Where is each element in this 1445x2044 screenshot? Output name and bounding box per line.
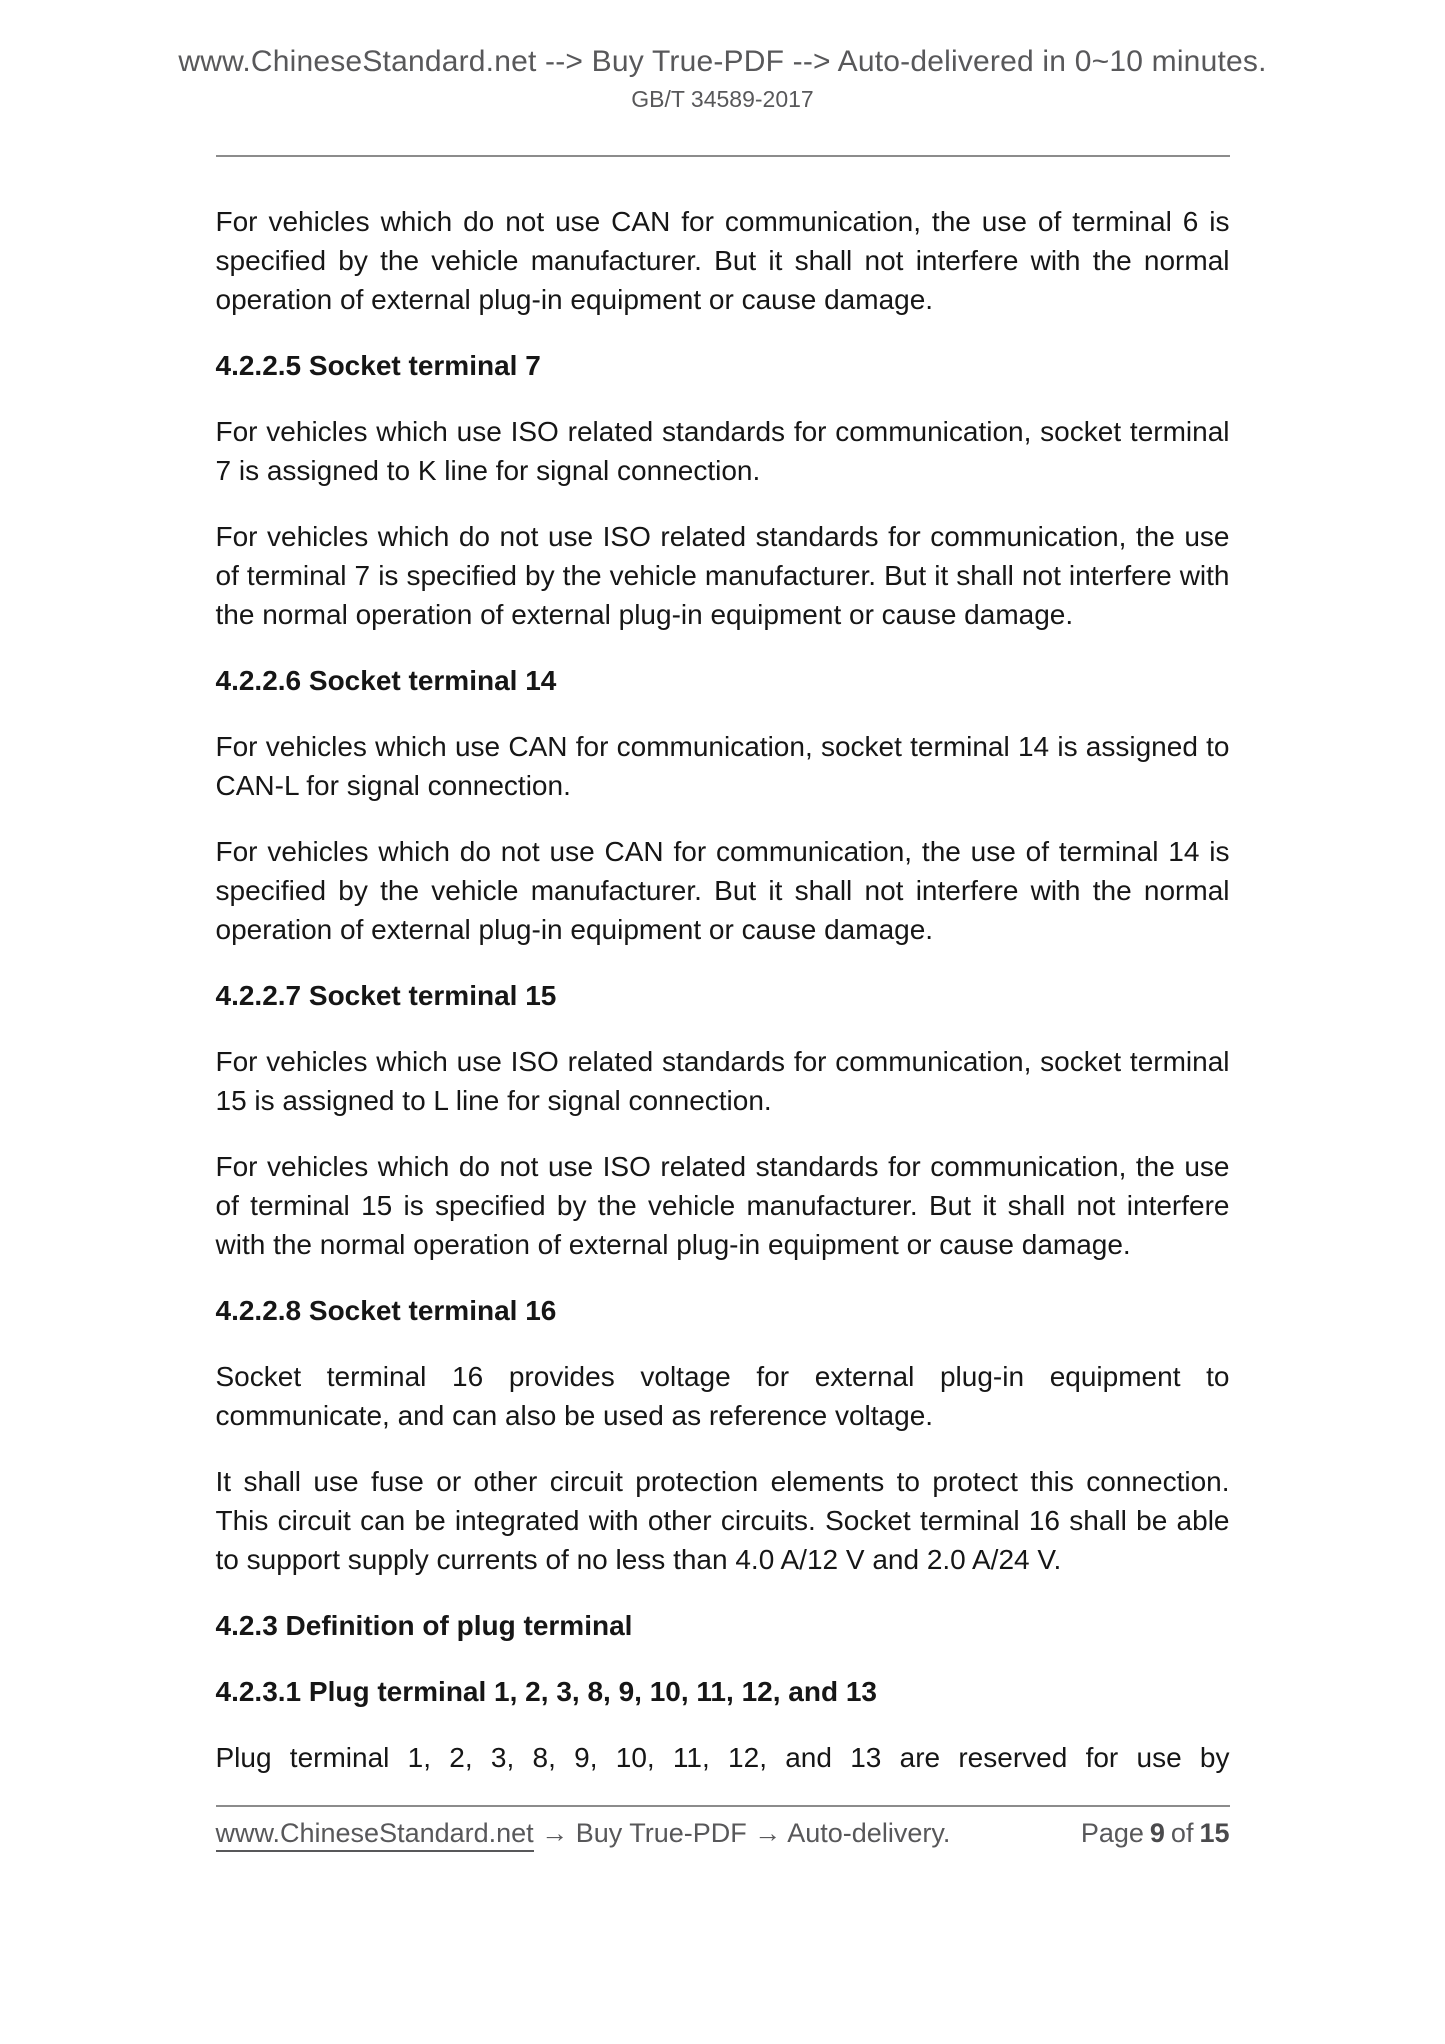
paragraph: For vehicles which use ISO related standards for communication, socket terminal 7 is assigned to K line for signal connection.	[215, 416, 1230, 486]
of-label: of	[1170, 1818, 1194, 1848]
paragraph: For vehicles which use CAN for communication, socket terminal 14 is assigned to CAN-L for signal connection.	[215, 731, 1230, 801]
document-number: GB/T 34589-2017	[631, 86, 814, 112]
section-heading: 4.2.3.1 Plug terminal 1, 2, 3, 8, 9, 10, 11, 12, and 13	[215, 1676, 877, 1707]
paragraph: For vehicles which do not use ISO related standards for communication, the use of terminal 7 is specified by the vehicle manufacturer. But it shall not interfere with the normal operation of external plug-in equipment or cause damage.	[215, 521, 1230, 630]
page-header	[0, 0, 1445, 157]
page-label: Page	[1080, 1818, 1144, 1848]
document-body	[216, 157, 1230, 1777]
footer-left	[216, 1817, 951, 1852]
paragraph: Socket terminal 16 provides voltage for external plug-in equipment to communicate, and can also be used as reference voltage.	[215, 1361, 1230, 1431]
paragraph: For vehicles which use ISO related standards for communication, socket terminal 15 is assigned to L line for signal connection.	[215, 1046, 1230, 1116]
paragraph: It shall use fuse or other circuit protection elements to protect this connection. This circuit can be integrated with other circuits. Socket terminal 16 shall be able to support supply currents of no less than 4.0 A/12 V and 2.0 A/24 V.	[215, 1466, 1230, 1575]
footer-site-link[interactable]: www.ChineseStandard.net	[216, 1817, 534, 1852]
section-heading: 4.2.2.8 Socket terminal 16	[215, 1295, 557, 1326]
section-heading: 4.2.2.7 Socket terminal 15	[215, 980, 557, 1011]
footer-tagline: → Buy True-PDF → Auto-delivery.	[541, 1818, 951, 1848]
page-indicator	[1081, 1817, 1230, 1849]
section-heading: 4.2.3 Definition of plug terminal	[215, 1610, 633, 1641]
page-total: 15	[1199, 1818, 1230, 1848]
paragraph: For vehicles which do not use CAN for communication, the use of terminal 14 is specified by the vehicle manufacturer. But it shall not interfere with the normal operation of external plug-in equipment or cause damage.	[215, 836, 1230, 945]
paragraph: For vehicles which do not use CAN for communication, the use of terminal 6 is specified by the vehicle manufacturer. But it shall not interfere with the normal operation of external plug-in equipment or cause damage.	[215, 206, 1230, 315]
paragraph: Plug terminal 1, 2, 3, 8, 9, 10, 11, 12, and 13 are reserved for use by	[215, 1742, 1230, 1773]
section-heading: 4.2.2.5 Socket terminal 7	[215, 350, 541, 381]
section-heading: 4.2.2.6 Socket terminal 14	[215, 665, 557, 696]
header-banner: www.ChineseStandard.net --> Buy True-PDF --> Auto-delivered in 0~10 minutes.	[178, 45, 1267, 78]
footer-divider	[216, 1805, 1230, 1807]
page-footer	[0, 1805, 1445, 1852]
paragraph: For vehicles which do not use ISO related standards for communication, the use of terminal 15 is specified by the vehicle manufacturer. But it shall not interfere with the normal operation of external plug-in equipment or cause damage.	[215, 1151, 1230, 1260]
page-current: 9	[1149, 1818, 1165, 1848]
